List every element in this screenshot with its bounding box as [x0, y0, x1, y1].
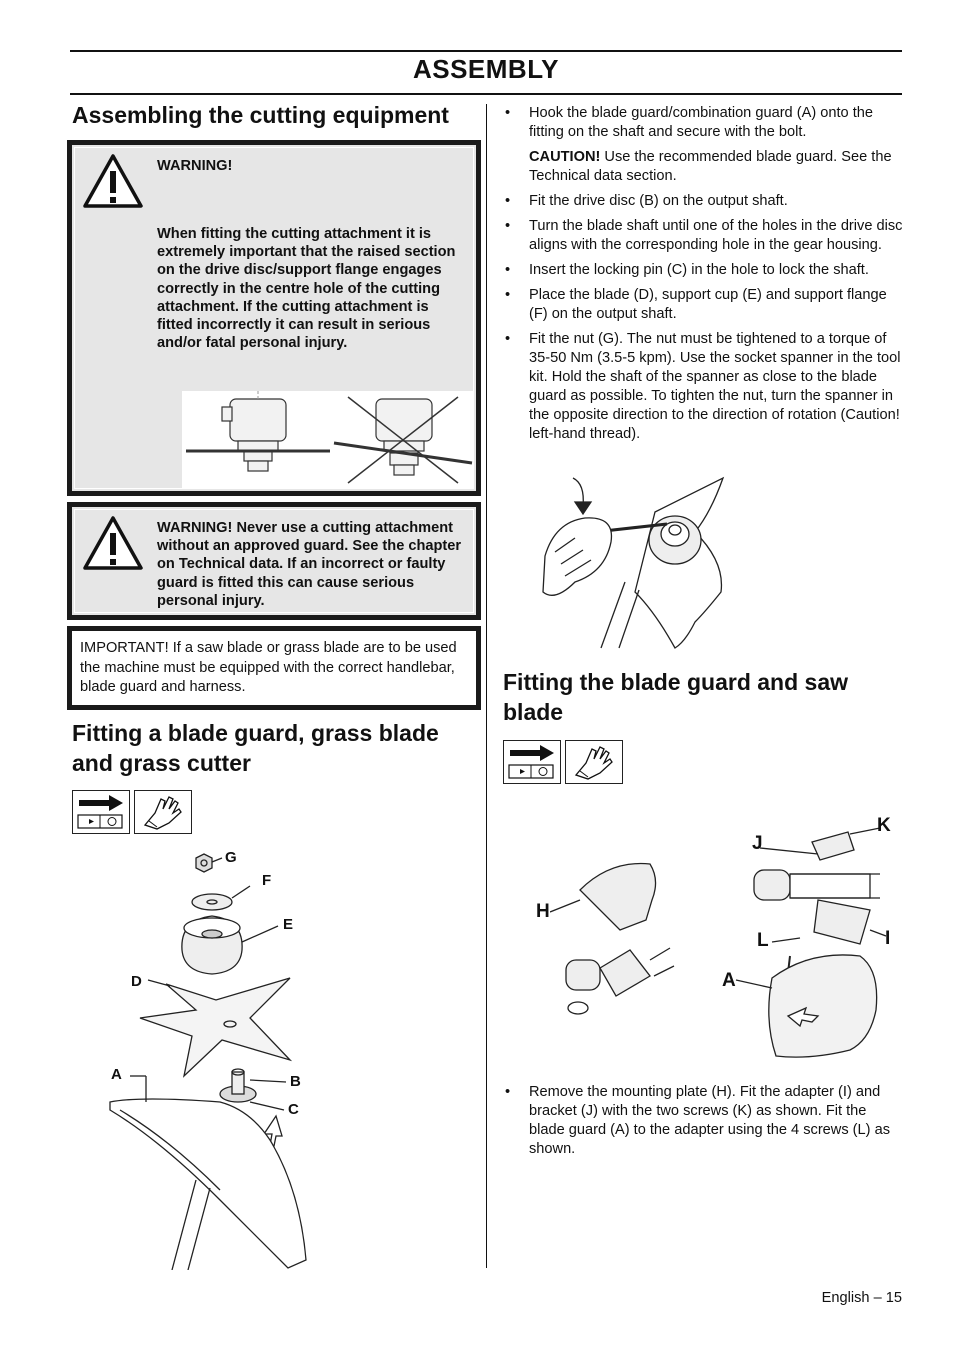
- instruction-icon-box: [503, 740, 561, 784]
- arrow-book-icon: [73, 791, 128, 832]
- header-top-rule: [70, 50, 902, 52]
- saw-blade-guard-diagram: [550, 820, 900, 1070]
- section-title-assembling: Assembling the cutting equipment: [72, 102, 449, 128]
- bullet-list-1: [503, 104, 903, 142]
- drive-disc-illustration: [182, 391, 474, 489]
- instruction-icon-box: [134, 790, 192, 834]
- caution-note: [503, 148, 903, 186]
- list-item: • Fit the drive disc (B) on the output shaft.: [503, 192, 903, 211]
- header-bottom-rule: [70, 93, 902, 95]
- right-column-text: [503, 104, 903, 450]
- label-l: L: [757, 930, 769, 951]
- right-column-text-bottom: [503, 1083, 903, 1165]
- label-b: B: [290, 1073, 301, 1090]
- label-a-right: A: [722, 970, 736, 991]
- important-box: [67, 626, 481, 710]
- important-text: IMPORTANT! If a saw blade or grass blade are to be used the machine must be equipped with the correct handlebar, blade guard and harness.: [80, 640, 457, 695]
- glove-icon: [566, 741, 621, 782]
- bullet-list-2: [503, 192, 903, 444]
- spanner-tightening-illustration: [535, 472, 735, 652]
- label-e: E: [283, 916, 294, 933]
- page-title: ASSEMBLY: [412, 54, 560, 84]
- glove-icon: [135, 791, 190, 832]
- column-divider: [486, 104, 487, 1268]
- label-j: J: [752, 833, 763, 854]
- warning-box-1: [67, 140, 481, 496]
- warning-1-body: When fitting the cutting attachment it is extremely important that the raised section on the drive disc/support flange engages correctly in the centre hole of the cutting attachment. If the cutting attachment is fitted incorrectly it can result in serious and/or fatal personal injury.: [157, 226, 456, 352]
- label-k: K: [877, 815, 891, 836]
- label-g: G: [225, 849, 237, 866]
- list-item: • Fit the nut (G). The nut must be tightened to a torque of 35-50 Nm (3.5-5 kpm). Use the socket spanner in the tool kit. Hold the shaft of the spanner as close to the blade guard as possible. To tighten the nut, turn the spanner in the opposite direction to the direction of rotation (Caution! left-hand thread).: [503, 330, 903, 444]
- label-c: C: [288, 1101, 299, 1118]
- page-number: English – 15: [821, 1290, 902, 1306]
- instruction-icon-box: [565, 740, 623, 784]
- warning-1-heading: WARNING!: [157, 158, 233, 174]
- list-item: • Place the blade (D), support cup (E) and support flange (F) on the output shaft.: [503, 286, 903, 324]
- list-item: • Remove the mounting plate (H). Fit the adapter (I) and bracket (J) with the two screws (K) as shown. Fit the blade guard (A) to the adapter using the 4 screws (L) as shown.: [503, 1083, 903, 1159]
- section-title-fitting-saw-blade: Fitting the blade guard and saw blade: [503, 669, 849, 725]
- label-f: F: [262, 872, 272, 889]
- label-h: H: [536, 901, 550, 922]
- section-title-fitting-blade-guard: Fitting a blade guard, grass blade and grass cutter: [72, 720, 439, 776]
- instruction-icon-box: [72, 790, 130, 834]
- blade-exploded-diagram: [100, 840, 360, 1270]
- label-d: D: [131, 973, 142, 990]
- warning-triangle-icon: [82, 153, 144, 209]
- list-item: • Turn the blade shaft until one of the holes in the drive disc aligns with the corresponding hole in the gear housing.: [503, 217, 903, 255]
- label-i: I: [885, 928, 891, 949]
- warning-triangle-icon: [82, 515, 144, 571]
- bullet-list-3: [503, 1083, 903, 1159]
- caution-label: CAUTION!: [529, 149, 601, 165]
- caution-text: Use the recommended blade guard. See the Technical data section.: [529, 149, 892, 184]
- label-a: A: [111, 1066, 122, 1083]
- warning-box-2: [67, 502, 481, 620]
- arrow-book-icon: [504, 741, 559, 782]
- list-item: • Insert the locking pin (C) in the hole to lock the shaft.: [503, 261, 903, 280]
- warning-2-body: WARNING! Never use a cutting attachment without an approved guard. See the chapter on Technical data. If an incorrect or faulty guard is fitted this can cause serious personal injury.: [157, 520, 462, 609]
- list-item: • Hook the blade guard/combination guard (A) onto the fitting on the shaft and secure with the bolt.: [503, 104, 903, 142]
